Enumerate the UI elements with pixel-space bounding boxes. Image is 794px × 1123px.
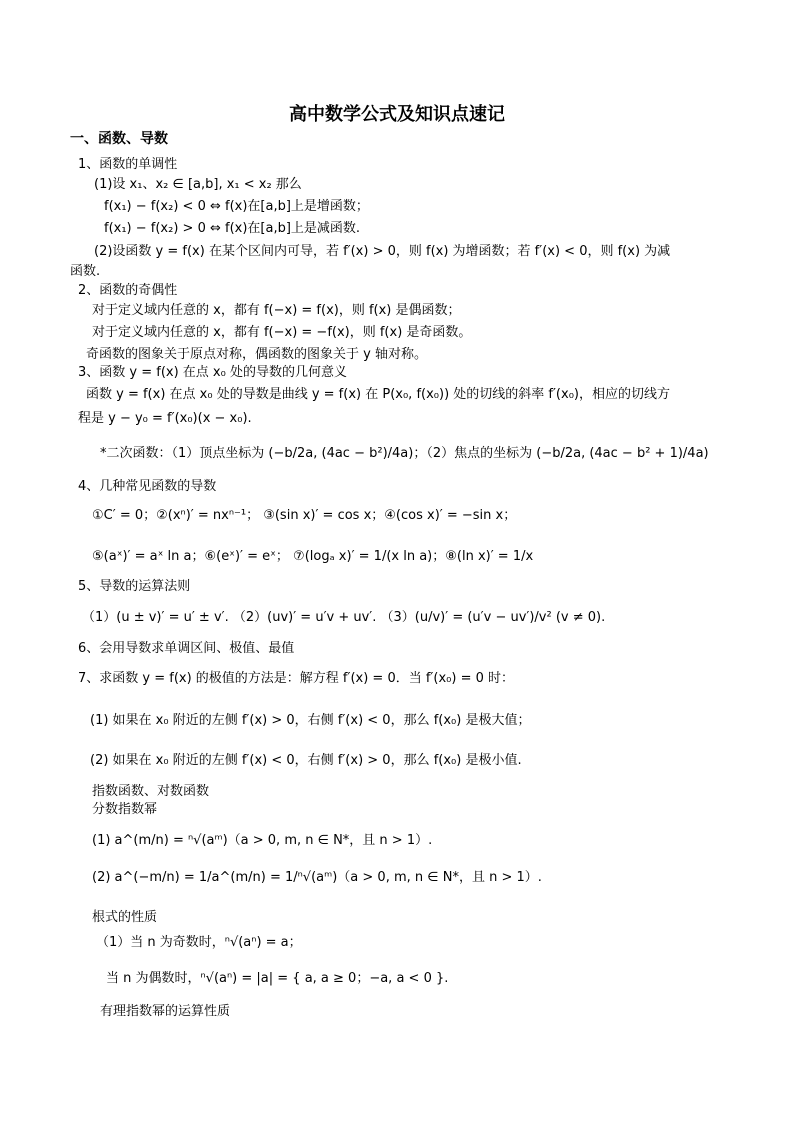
local-maximum-rule: (1) 如果在 x₀ 附近的左侧 f′(x) > 0，右侧 f′(x) < 0，那么 f(x₀) 是极大值； <box>90 713 531 728</box>
heading-common-derivatives: 4、几种常见函数的导数 <box>78 479 217 494</box>
derivatives-row-2: ⑤(aˣ)′ = aˣ ln a；⑥(eˣ)′ = eˣ； ⑦(logₐ x)′ = 1/(x ln a)；⑧(ln x)′ = 1/x <box>92 549 534 564</box>
local-minimum-rule: (2) 如果在 x₀ 附近的左侧 f′(x) < 0，右侧 f′(x) > 0，那么 f(x₀) 是极小值. <box>90 753 522 768</box>
heading-derivative-rules: 5、导数的运算法则 <box>78 579 191 594</box>
subheading-fractional-powers: 分数指数幂 <box>92 802 158 817</box>
subheading-rational-exponent-rules: 有理指数幂的运算性质 <box>100 1004 231 1019</box>
derivative-monotonic-rule: (2)设函数 y = f(x) 在某个区间内可导，若 f′(x) > 0，则 f(x) 为增函数；若 f′(x) < 0，则 f(x) 为减 <box>94 244 671 259</box>
decreasing-condition: f(x₁) − f(x₂) > 0 ⇔ f(x)在[a,b]上是减函数. <box>104 221 361 236</box>
radical-odd-n: （1）当 n 为奇数时，ⁿ√(aⁿ) = a； <box>96 935 302 950</box>
page-title: 高中数学公式及知识点速记 <box>289 104 505 125</box>
tangent-slope-text: 函数 y = f(x) 在点 x₀ 处的导数是曲线 y = f(x) 在 P(x₀, f(x₀)) 处的切线的斜率 f′(x₀)，相应的切线方 <box>86 387 670 402</box>
quadratic-vertex-focus: *二次函数：（1）顶点坐标为 (−b/2a, (4ac − b²)/4a)；（2）焦点的坐标为 (−b/2a, (4ac − b² + 1)/4a) <box>100 446 709 461</box>
heading-parity: 2、函数的奇偶性 <box>78 283 178 298</box>
subheading-radical-properties: 根式的性质 <box>92 910 158 925</box>
monotonic-def: (1)设 x₁、x₂ ∈ [a,b], x₁ < x₂ 那么 <box>94 177 302 192</box>
radical-even-n: 当 n 为偶数时，ⁿ√(aⁿ) = |a| = { a, a ≥ 0；−a, a < 0 }. <box>106 971 449 986</box>
heading-exp-log: 指数函数、对数函数 <box>92 784 210 799</box>
heading-extrema-method: 7、求函数 y = f(x) 的极值的方法是：解方程 f′(x) = 0．当 f′(x₀) = 0 时： <box>78 671 514 686</box>
symmetry-note: 奇函数的图象关于原点对称，偶函数的图象关于 y 轴对称。 <box>86 347 427 362</box>
derivative-rules: （1）(u ± v)′ = u′ ± v′. （2）(uv)′ = u′v + uv′. （3）(u/v)′ = (u′v − uv′)/v² (v ≠ 0). <box>82 610 606 625</box>
increasing-condition: f(x₁) − f(x₂) < 0 ⇔ f(x)在[a,b]上是增函数； <box>104 199 369 214</box>
derivative-monotonic-rule-end: 函数. <box>70 264 101 279</box>
odd-function-def: 对于定义域内任意的 x，都有 f(−x) = −f(x)，则 f(x) 是奇函数。 <box>92 325 472 340</box>
section-heading-functions: 一、函数、导数 <box>70 131 168 147</box>
derivatives-row-1: ①C′ = 0；②(xⁿ)′ = nxⁿ⁻¹； ③(sin x)′ = cos x；④(cos x)′ = −sin x； <box>92 508 517 523</box>
heading-monotonicity: 1、函数的单调性 <box>78 157 178 172</box>
heading-derivative-meaning: 3、函数 y = f(x) 在点 x₀ 处的导数的几何意义 <box>78 365 347 380</box>
heading-extrema: 6、会用导数求单调区间、极值、最值 <box>78 641 295 656</box>
fractional-power-negative: (2) a^(−m/n) = 1/a^(m/n) = 1/ⁿ√(aᵐ)（a > 0, m, n ∈ N*，且 n > 1）. <box>92 870 542 885</box>
fractional-power-positive: (1) a^(m/n) = ⁿ√(aᵐ)（a > 0, m, n ∈ N*，且 n > 1）. <box>92 833 433 848</box>
even-function-def: 对于定义域内任意的 x，都有 f(−x) = f(x)，则 f(x) 是偶函数； <box>92 303 461 318</box>
tangent-line-equation: 程是 y − y₀ = f′(x₀)(x − x₀). <box>78 411 252 426</box>
